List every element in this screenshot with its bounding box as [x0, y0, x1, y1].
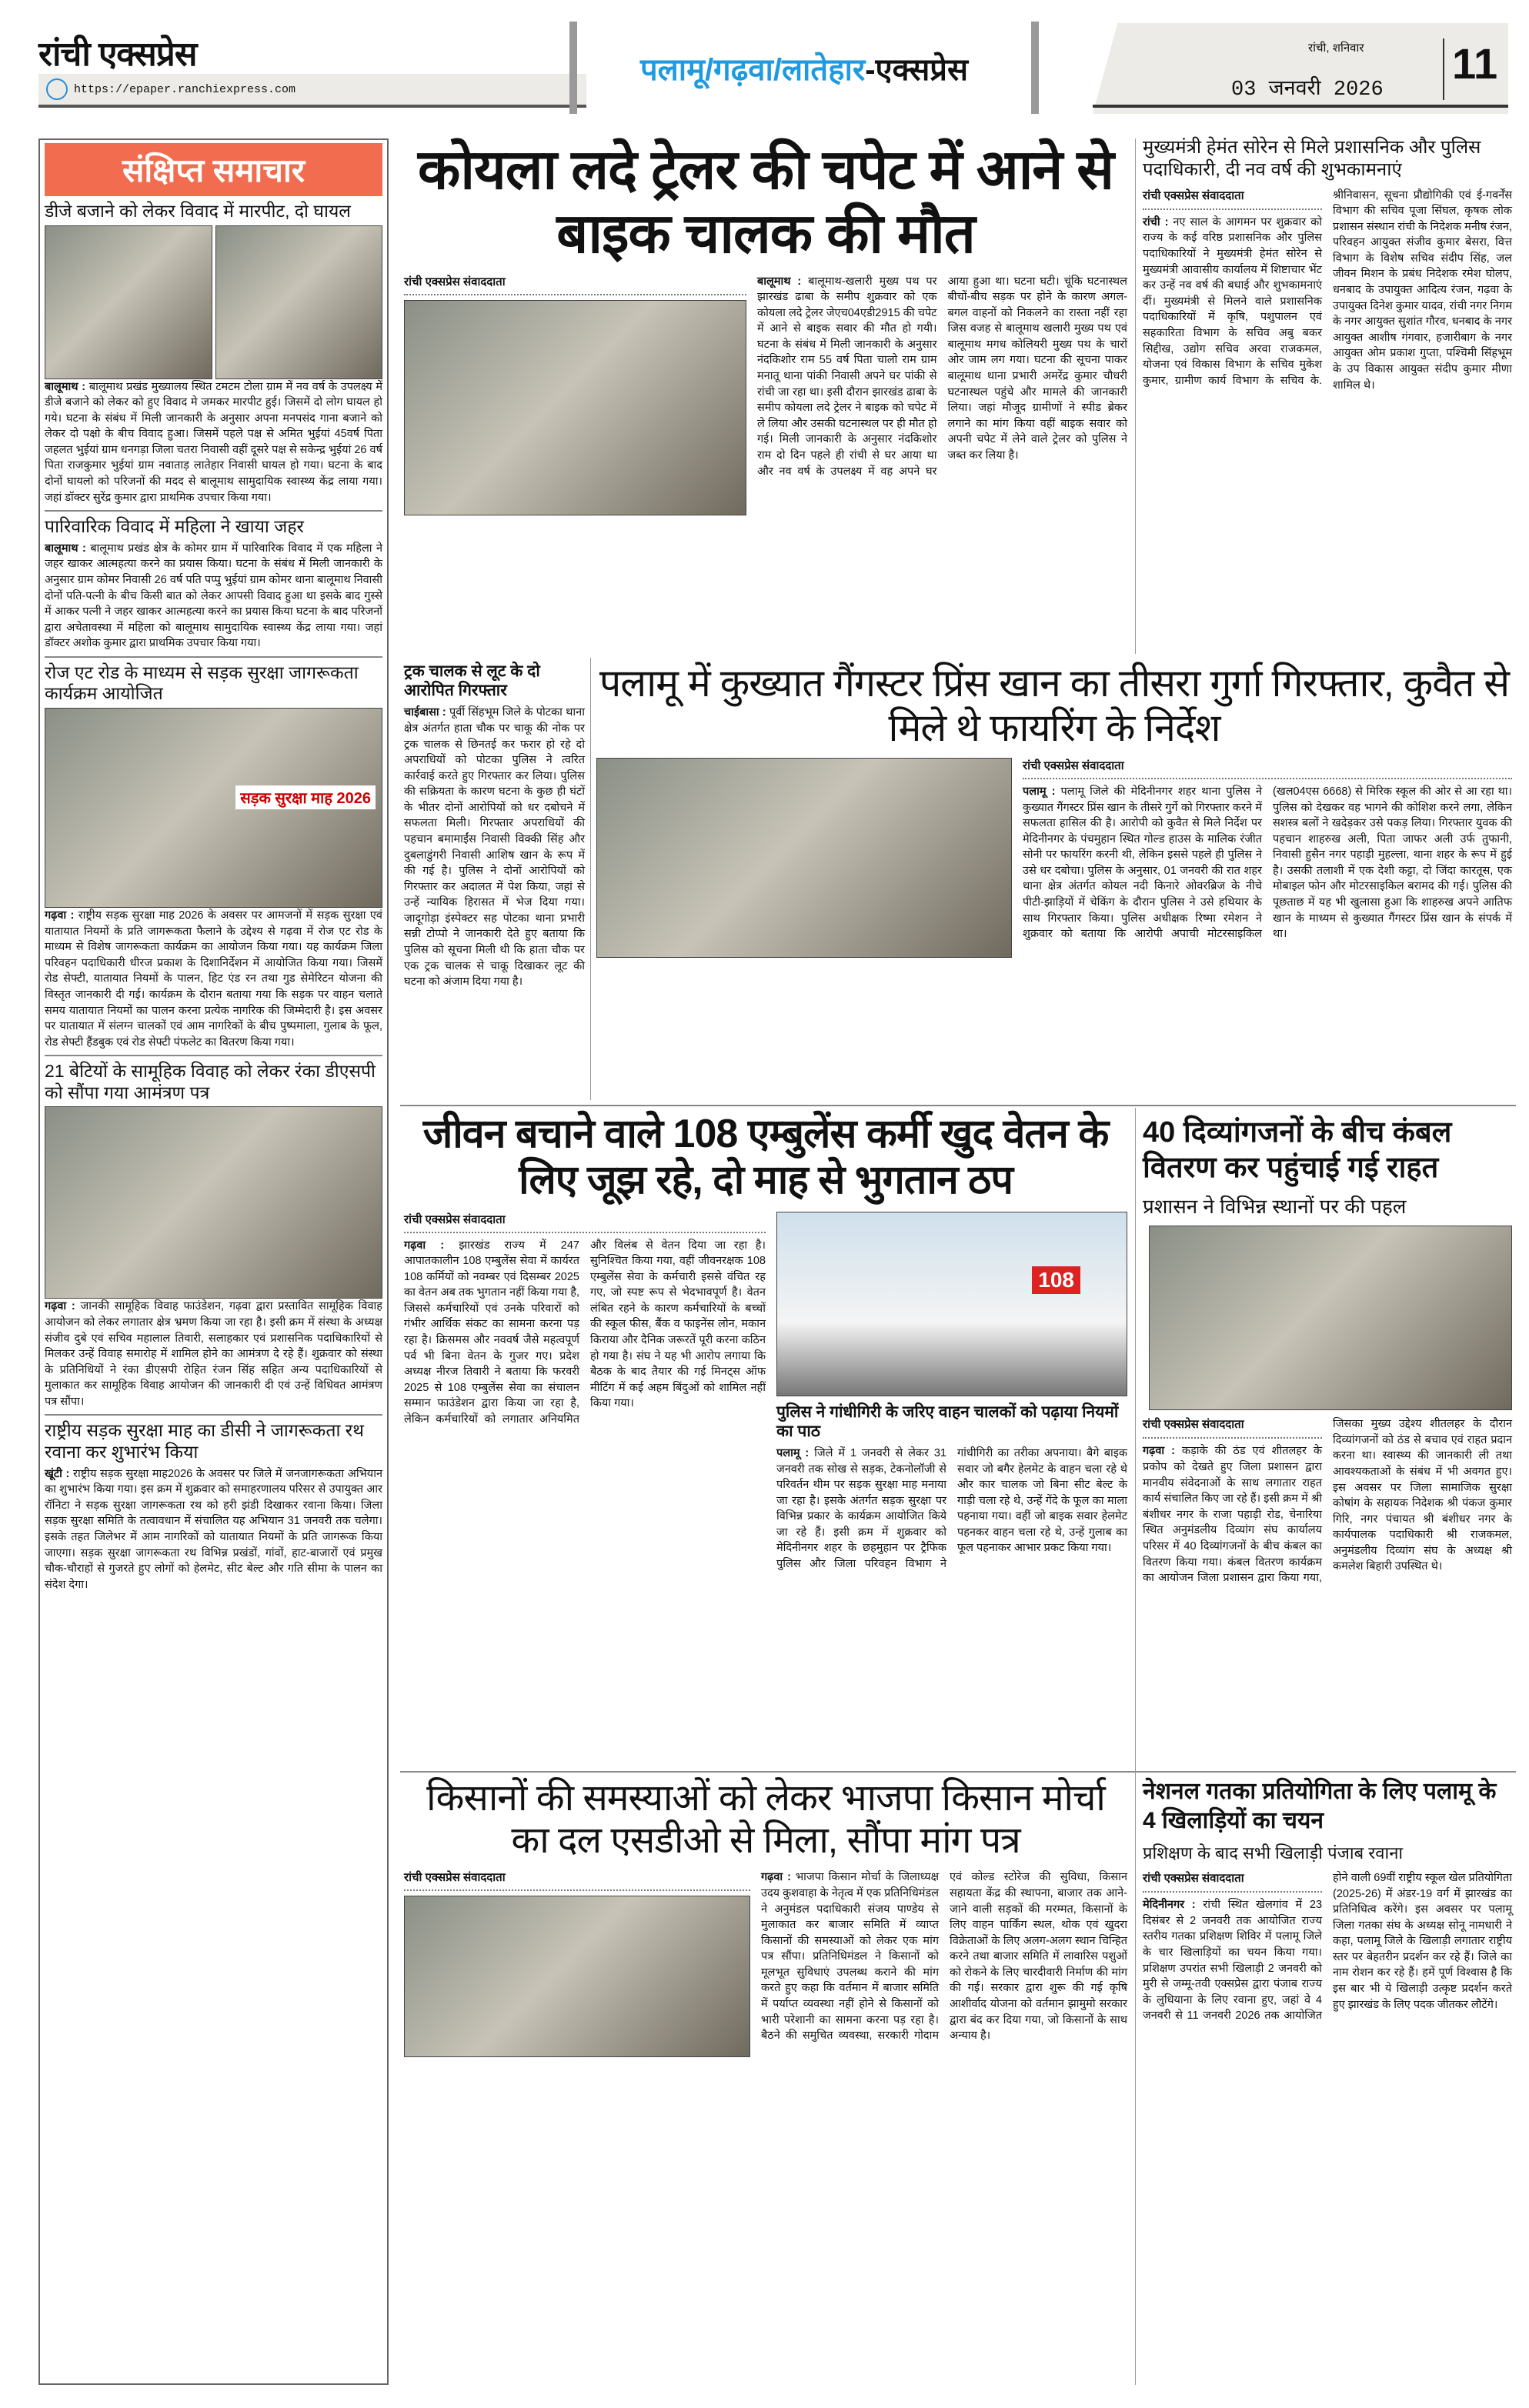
epaper-url[interactable]: https://epaper.ranchiexpress.com	[74, 82, 296, 96]
page-number: 11	[1443, 38, 1497, 100]
brief-headline: डीजे बजाने को लेकर विवाद में मारपीट, दो घायल	[45, 201, 351, 221]
gatka-body-text: रांची स्थित खेलगांव में 23 दिसंबर से 2 जनवरी तक आयोजित राज्य स्तरीय गतका प्रशिक्षण शिविर में पलामू जिले के चार खिलाड़ियों का चयन किया गया। प्रशिक्षण उपरांत सभी खिलाड़ी 2 जनवरी को मुरी से जम्मू-तवी एक्सप्रेस द्वारा पंजाब राज्य के लुधियाना के लिए रवाना हुए, जहां वे 4 जनवरी से 11 जनवरी 2026 तक आयोजित होने वाली 69वीं राष्ट्रीय स्कूल खेल प्रतियोगिता (2025-26) में अंडर-19 वर्ग में झारखंड का प्रतिनिधित्व करेंगे। इस अवसर पर पलामू जिला गतका संघ के अध्यक्ष सोनू नामधारी ने कहा, पलामू जिले के खिलाड़ी लगातार राष्ट्रीय स्तर पर बेहतरीन प्रदर्शन कर रहे हैं। जिले का नाम रोशन कर रहे हैं। हमें पूर्ण विश्वास है कि इस बार भी ये खिलाड़ी उत्कृष्ट प्रदर्शन करते हुए झारखंड के लिए पदक जीतकर लौटेंगे।	[1143, 1872, 1512, 2023]
section-title	[569, 22, 1039, 114]
ambulance-body	[404, 1238, 766, 1428]
brief-photo	[215, 225, 383, 379]
brief-item	[45, 1061, 382, 1409]
dateline: बालूमाथ :	[45, 380, 86, 393]
farmers-photo	[404, 1896, 750, 2057]
epaper-url-bar	[38, 74, 586, 108]
dateline: गढ़वा :	[1143, 1445, 1175, 1458]
prince-body-text: पलामू जिले की मेदिनीनगर शहर थाना पुलिस ने कुख्यात गैंगस्टर प्रिंस खान के तीसरे गुर्गे को गिरफ्तार करने में सफलता हासिल की है। आरोपी को कुवैत से मिले निर्देश पर मेदिनीनगर के पंचमुहान स्थित गोल्ड हाउस के मालिक रंजीत सोनी पर फायरिंग करनी थी, लेकिन इससे पहले ही पुलिस ने उसे धर दबोचा। पुलिस के अनुसार, 01 जनवरी की रात शहर थाना क्षेत्र अंतर्गत कोयल नदी किनारे ओवरब्रिज के नीचे पीटी-झाड़ियों में चेकिंग के दौरान पुलिस ने उसे हथियार के साथ गिरफ्तार किया। पुलिस अधीक्षक रिष्मा रमेशन ने शुक्रवार को बताया कि आरोपी अपाची मोटरसाइकिल (खल04एस 6668) से मिरिक स्कूल की ओर से आ रहा था। पुलिस को देखकर वह भागने की कोशिश करने लगा, लेकिन सशस्त्र बलों ने खदेड़कर उसे पकड़ लिया। गिरफ्तार युवक की पहचान शाहरुख अली, पिता जाफर अली उर्फ तुफानी, निवासी हुसैन नगर पहाड़ी मुहल्ला, थाना शहर के रूप में हुई है। उसकी तलाशी में एक देशी कट्टा, दो जिंदा कारतूस, एक मोबाइल फोन और मोटरसाइकिल बरामद की गई। पुलिस की पूछताछ में यह भी खुलासा हुआ कि शाहरुख अपने आतिफ खान के माध्यम से कुख्यात गैंगस्टर प्रिंस खान के संपर्क में था।	[1023, 785, 1512, 941]
brief-body: बालूमाथ प्रखंड मुख्यालय स्थित टमटम टोला ग्राम में नव वर्ष के उपलक्ष्य में डीजे बजाने को लेकर को हुए विवाद मे जमकर मारपीट हुई। जिसमें दो लोग घायल हो गये। घटना के संबंध में मिली जानकारी के अनुसार अपना मनपसंद गाना बजाने को लेकर दो पक्षो के बीच विवाद हुआ। जिसमें पहले पक्ष से अमित भुईयां 45वर्ष पिता जहलत भुईयां ग्राम धनगड़ा जिला चतरा निवासी वहीं दूसरे पक्ष से सकेन्द्र भुईयां 26 वर्ष पिता राजकुमार भुईयां ग्राम नवाताड़ लातेहार निवासी घायल हो गया। घटना के बाद दोनों घायलो को परिजनों की मदद से बालूमाथ सामुदायिक स्वास्थ्य केंद्र लाया गया। जहां डॉक्टर सुरेंद्र कुमार द्वारा प्राथमिक उपचार किया गया।	[45, 380, 382, 504]
gatka-body	[1143, 1870, 1512, 2024]
brief-item	[45, 662, 382, 1050]
header-rule	[1093, 105, 1508, 108]
lead-left	[404, 274, 746, 515]
farmers-body	[761, 1869, 1127, 2043]
blanket-headline: 40 दिव्यांगजनों के बीच कंबल वितरण कर पहुंचाई गई राहत	[1143, 1116, 1452, 1184]
brief-item	[45, 1420, 382, 1593]
newspaper-logo: रांची एक्सप्रेस	[38, 35, 197, 73]
photo-banner: सड़क सुरक्षा माह 2026	[235, 785, 376, 809]
byline: रांची एक्सप्रेस संवाददाता	[404, 1869, 750, 1891]
brief-headline: पारिवारिक विवाद में महिला ने खाया जहर	[45, 516, 304, 537]
accident-photo	[404, 300, 746, 515]
brief-item	[45, 201, 382, 505]
dateline: बालूमाथ :	[45, 542, 86, 555]
farmers-left	[404, 1869, 750, 2057]
dateline: गढ़वा :	[45, 909, 75, 922]
dateline: पलामू :	[1023, 785, 1056, 798]
briefs-column	[38, 138, 389, 2385]
blanket-photo	[1149, 1226, 1512, 1410]
divider	[1135, 138, 1136, 654]
brief-body: राष्ट्रीय सड़क सुरक्षा माह 2026 के अवसर पर आमजनों में सड़क सुरक्षा एवं यातायात नियमों के प्रति जागरूकता फैलाने के उद्देश्य से गढ़वा में रोज एट रोड के माध्यम से विशेष जागरूकता कार्यक्रम का आयोजन किया गया। यह कार्यक्रम जिला परिवहन पदाधिकारी धीरज प्रकाश के दिशानिर्देशन में आयोजित किया गया। जिसमें रोड सेफ्टी, यातायात नियमों के पालन, हिट एंड रन तथा गुड सेमेरिटन योजना की विस्तृत जानकारी दी गई। कार्यक्रम के दौरान बताया गया कि सड़क पर वाहन चलाते समय यातायात नियमों का पालन करना प्रत्येक नागरिक की जिम्मेदारी है। इस अवसर पर यातायात में संलग्न चालकों एवं आम नागरिकों के बीच पुष्पमाला, गुलाब के फूल, रोड सेफ्टी हैंडबुक एवं रोड सेफ्टी पंफलेट का वितरण किया गया।	[45, 909, 382, 1049]
gandhigiri-body-wrap	[776, 1446, 1127, 1573]
loot-body: पूर्वी सिंहभूम जिले के पोटका थाना क्षेत्र अंतर्गत हाता चौक पर चाकू की नोक पर ट्रक चालक से छिनतई कर फरार हो रहे दो अपराधियों को पोटका पुलिस ने त्वरित कार्रवाई करते हुए गिरफ्तार कर लिया। पुलिस की सक्रियता के कारण घटना के कुछ ही घंटों के भीतर दोनों आरोपियों को धर दबोचने में सफलता मिली। गिरफ्तार अपराधियों की पहचान बमामाईंस निवासी विक्की सिंह और दुबलाडुंगरी निवासी आशिष खान के रूप में की गई है। पुलिस ने दोनों आरोपियों को गिरफ्तार कर अदालत में पेश किया, जहां से उन्हें न्यायिक हिरासत में भेज दिया गया। जादूगोड़ा इंस्पेक्टर सह पोटका थाना प्रभारी सन्नी टोप्पो ने जानकारी देते हुए बताया कि पुलिस को सूचना मिली थी कि हाता चौक पर एक ट्रक चालक से चाकू दिखाकर लूट की घटना को अंजाम दिया गया है।	[404, 706, 585, 989]
prince-text	[1023, 758, 1512, 942]
byline: रांची एक्सप्रेस संवाददाता	[1143, 1416, 1322, 1439]
dateline: बालूमाथ :	[757, 275, 802, 288]
gatka-subhead: प्रशिक्षण के बाद सभी खिलाड़ी पंजाब रवाना	[1143, 1843, 1404, 1863]
cm-headline: मुख्यमंत्री हेमंत सोरेन से मिले प्रशासनिक और पुलिस पदाधिकारी, दी नव वर्ष की शुभकामनाएं	[1143, 137, 1481, 180]
lead-body-text: बालूमाथ-खलारी मुख्य पथ पर झारखंड ढाबा के समीप शुक्रवार को एक कोयला लदे ट्रेलर जेएच04एडी2915 की चपेट में आने से बाइक सवार की मौत हो गयी। घटना के संबंध में मिली जानकारी के अनुसार नंदकिशोर राम 55 वर्ष पिता चालो राम ग्राम मनातू थाना पांकी निवासी अपने घर पांकी से रांची जा रहा था। इसी दौरान झारखंड ढाबा के समीप कोयला लदे ट्रेलर ने बाइक को चपेट में ले लिया और उसकी घटनास्थल पर ही मौत हो गई। मिली जानकारी के अनुसार नंदकिशोर राम दो दिन पहले ही रांची से घर आया था और नव वर्ष के उपलक्ष्य में वह अपने घर आया हुआ था। घटना घटी। चूंकि घटनास्थल बीचों-बीच सड़क पर होने के कारण अगल-बगल वाहनों को निकलने का रास्ता नहीं रहा जिस वजह से बालूमाथ खलारी मुख्य पथ एवं बालूमाथ मगध कोलियरी मुख्य पथ के चारों ओर जाम लग गया। घटना की सूचना पाकर बालूमाथ थाना प्रभारी अमरेंद्र कुमार चौधरी घटनास्थल पहुंचे और मामले की जानकारी लिया। जहां मौजूद ग्रामीणों ने स्पीड ब्रेकर लगाने का मांग किया वहीं बाइक सवार को अपनी चपेट में लेने वाले ट्रेलर को पुलिस ने जब्त कर लिया है।	[757, 275, 1127, 478]
farmers-article	[404, 1777, 1127, 2057]
gatka-headline: नेशनल गतका प्रतियोगिता के लिए पलामू के 4 खिलाड़ियों का चयन	[1143, 1779, 1497, 1833]
road-safety-photo	[45, 708, 382, 908]
blanket-body-text: कड़ाके की ठंड एवं शीतलहर के प्रकोप को देखते हुए जिला प्रशासन द्वारा मानवीय संवेदनाओं के साथ लगातार राहत कार्य संचालित किए जा रहे हैं। इसी क्रम में श्री बंशीधर नगर के राजा पहाड़ी रोड, चेनारिया स्थित अनुमंडलीय दिव्यांग संघ कार्यालय परिसर में 40 दिव्यांगजनों के बीच कंबल का वितरण किया गया। कंबल वितरण कार्यक्रम का आयोजन जिला प्रशासन द्वारा किया गया, जिसका मुख्य उद्देश्य शीतलहर के दौरान दिव्यांगजनों को ठंड से बचाव एवं राहत प्रदान करना था। स्वास्थ्य की जानकारी ली तथा आवश्यकताओं के संबंध में भी अवगत हुए। इस अवसर पर जिला सामाजिक सुरक्षा कोषांग के सहायक निदेशक श्री पंकज कुमार गिरि, नगर पंचायत श्री बंशीधर नगर के कार्यपालक पदाधिकारी श्री राजकमल, अनुमंडलीय दिव्यांग संघ के अध्यक्ष श्री कमलेश बिहारी उपस्थित थे।	[1143, 1418, 1512, 1585]
gandhigiri-article	[776, 1402, 1127, 1573]
dateline: मेदिनीनगर :	[1143, 1899, 1196, 1912]
farmers-headline: किसानों की समस्याओं को लेकर भाजपा किसान मोर्चा का दल एसडीओ से मिला, सौंपा मांग पत्र	[426, 1778, 1105, 1862]
brief-item	[45, 516, 382, 652]
byline: रांची एक्सप्रेस संवाददाता	[1023, 758, 1512, 779]
section-suffix: -एक्सप्रेस	[865, 52, 969, 87]
touch-icon	[46, 78, 68, 100]
lead-headline: कोयला लदे ट्रेलर की चपेट में आने से बाइक चालक की मौत	[418, 139, 1113, 265]
ambulance-body-text: झारखंड राज्य में 247 आपातकालीन 108 एम्बुलेंस सेवा में कार्यरत 108 कर्मियों को नवम्बर एवं दिसम्बर 2025 का वेतन अब तक भुगतान नहीं किया गया है, जिससे कर्मचारियों एवं उनके परिवारों को गंभीर आर्थिक संकट का सामना करना पड़ रहा है। क्रिसमस और नववर्ष जैसे महत्वपूर्ण पर्व भी बिना वेतन के गुजर गए। प्रदेश अध्यक्ष नीरज तिवारी ने बताया कि फरवरी 2025 से 108 एम्बुलेंस सेवा का संचालन सम्मान फाउंडेशन द्वारा किया जा रहा है, लेकिन कर्मचारियों को लगातार अनियमित और विलंब से वेतन दिया जा रहा है। सुनिश्चित किया गया, वहीं जीवनरक्षक 108 एम्बुलेंस सेवा के कर्मचारी इससे वंचित रह गए, जो स्पष्ट रूप से भेदभावपूर्ण है। वेतन लंबित रहने के कारण कर्मचारियों के बच्चों की स्कूल फीस, बैंक व फाइनेंस लोन, मकान किराया और दैनिक जरूरतें पूरी करना कठिन हो गया है। संघ ने यह भी आरोप लगाया कि बैठक के बाद तैयार की गई मिनट्स ऑफ मीटिंग में कई अहम बिंदुओं को शामिल नहीं किया गया।	[404, 1239, 766, 1426]
brief-headline: 21 बेटियों के सामूहिक विवाह को लेकर रंका डीएसपी को सौंपा गया आमंत्रण पत्र	[45, 1061, 376, 1102]
dateline: गढ़वा :	[404, 1239, 445, 1252]
dateline: रांची :	[1143, 215, 1169, 228]
lead-body	[757, 274, 1127, 480]
prince-body	[1023, 784, 1512, 942]
brief-body: राष्ट्रीय सड़क सुरक्षा माह2026 के अवसर पर जिले में जनजागरूकता अभियान का शुभारंभ किया गया। इस क्रम में शुक्रवार को समाहरणालय परिसर से उपायुक्त आर रॉनिटा ने सड़क सुरक्षा जागरूकता रथ को हरी झंडी दिखाकर रवाना किया। जिला सड़क सुरक्षा समिति के तत्वावधान में संचालित यह अभियान 31 जनवरी तक चलेगा। इसके तहत जिलेभर में आम नागरिकों को यातायात नियमों के प्रति जागरूक किया जाएगा। सड़क सुरक्षा जागरूकता रथ विभिन्न प्रखंडों, गांवों, हाट-बाजारों एवं प्रमुख चौक-चौराहों से गुजरते हुए लोगों को हेलमेट, सीट बेल्ट और गति सीमा के पालन का संदेश देगा।	[45, 1467, 382, 1591]
blanket-body	[1143, 1416, 1512, 1586]
byline: रांची एक्सप्रेस संवाददाता	[404, 274, 746, 295]
gandhigiri-headline: पुलिस ने गांधीगिरी के जरिए वाहन चालकों को पढ़ाया नियमों का पाठ	[776, 1402, 1119, 1440]
prince-article	[596, 662, 1512, 958]
lead-article	[404, 138, 1127, 515]
prince-headline: पलामू में कुख्यात गैंगस्टर प्रिंस खान का तीसरा गुर्गा गिरफ्तार, कुवैत से मिले थे फायरिंग के निर्देश	[599, 662, 1510, 749]
loot-headline: ट्रक चालक से लूट के दो आरोपित गिरफ्तार	[404, 662, 540, 700]
brief-body: जानकी सामूहिक विवाह फाउंडेशन, गढ़वा द्वारा प्रस्तावित सामूहिक विवाह आयोजन को लेकर लगातार क्षेत्र भ्रमण किया जा रहा है। इसी क्रम में संस्था के अध्यक्ष संजीव दुबे एवं सचिव महालाल तिवारी, सलाहकार एवं प्रशासनिक पदाधिकारियों से मिलकर उन्हें विवाह समारोह में शामिल होने का आमंत्रण दे रहे हैं। शुक्रवार को संस्था के प्रतिनिधियों ने रंका डीएसपी रोहित रंजन सिंह सहित अन्य पदाधिकारियों से मुलाकात कर सामूहिक विवाह आयोजन की जानकारी दी एवं उन्हें विधिवत आमंत्रण पत्र सौंपा।	[45, 1300, 382, 1408]
cm-body	[1143, 188, 1512, 394]
dateline: चाईबासा :	[404, 706, 446, 719]
city-day: रांची, शनिवार	[1308, 42, 1364, 55]
ambulance-right	[776, 1212, 1127, 1573]
blanket-subhead: प्रशासन ने विभिन्न स्थानों पर की पहल	[1143, 1195, 1407, 1219]
wedding-invite-photo	[45, 1106, 382, 1299]
dateline: गढ़वा :	[45, 1300, 75, 1313]
dateline: गढ़वा :	[761, 1871, 791, 1884]
brief-body: बालूमाथ प्रखंड क्षेत्र के कोमर ग्राम में पारिवारिक विवाद में एक महिला ने जहर खाकर आत्महत्या करने का प्रयास किया। घटना के संबंध में मिली जानकारी के अनुसार ग्राम कोमर निवासी 26 वर्ष पति पप्पु भुईयां ग्राम कोमर थाना बालूमाथ निवासी दोनों पति-पत्नी के बीच किसी बात को लेकर आपसी विवाद हुआ था इसके बाद गुस्से में आकर पत्नी ने जहर खाकर आत्महत्या करने का प्रयास किया घटना के बाद परिजनों द्वारा अचेतावस्था में महिला को बालूमाथ सामुदायिक स्वास्थ्य केंद्र लाया गया। जहां डॉक्टर अशोक कुमार द्वारा प्राथमिक उपचार किया गया।	[45, 542, 382, 650]
divider	[400, 1771, 1516, 1773]
cm-body-text: नए साल के आगमन पर शुक्रवार को राज्य के कई वरिष्ठ प्रशासनिक और पुलिस पदाधिकारियों ने मुख्यमंत्री हेमंत सोरेन से मुख्यमंत्री आवासीय कार्यालय में शिष्टाचार भेंट कर उन्हें नव वर्ष की बधाई और शुभकामनाएं दीं। मुख्यमंत्री से मिलने वाले प्रशासनिक पदाधिकारियों में कृषि, पशुपालन एवं सहकारिता विभाग के सचिव अबु बकर सिद्दीख, उद्योग सचिव अरवा राजकमल, योजना एवं विकास विभाग के सचिव मुकेश कुमार, ग्रामीण कार्य विभाग के सचिव के. श्रीनिवासन, सूचना प्रौद्योगिकी एवं ई-गवर्नेंस विभाग की सचिव पूजा सिंघल, कृषक लोक प्रशासन संस्थान रांची के निदेशक मनीष रंजन, परिवहन आयुक्त संजीव कुमार बेसरा, वित्त विभाग के विशेष सचिव संदीप सिंह, जल जीवन मिशन के प्रबंध निदेशक रमेश घोलप, धनबाद के उपायुक्त आदित्य रंजन, गढ़वा के उपायुक्त दिनेश कुमार यादव, रांची नगर निगम के नगर आयुक्त सुशांत गौरव, धनबाद के नगर आयुक्त आशीष गंगवार, हजारीबाग के नगर आयुक्त ओम प्रकाश गुप्ता, पश्चिमी सिंहभूम के उप विकास आयुक्त संदीप कुमार मीणा शामिल थे।	[1143, 188, 1512, 392]
dateline: पलामू :	[776, 1446, 810, 1459]
brief-headline: रोज एट रोड के माध्यम से सड़क सुरक्षा जागरूकता कार्यक्रम आयोजित	[45, 662, 359, 704]
ambulance-text	[404, 1212, 766, 1428]
gatka-article	[1143, 1777, 1512, 2024]
loot-article	[404, 662, 585, 990]
issue-date: 03 जनवरी 2026	[1231, 78, 1384, 102]
section-regions: पलामू/गढ़वा/लातेहार	[639, 52, 866, 87]
ambulance-108-label: 108	[1032, 1266, 1080, 1294]
briefs-header: संक्षिप्त समाचार	[45, 143, 382, 196]
gandhigiri-body: जिले में 1 जनवरी से लेकर 31 जनवरी तक सोख से सड़क, टेकनोलॉजी से परिवर्तन थीम पर सड़क सुरक्षा माह मनाया जा रहा है। इसके अंतर्गत सड़क सुरक्षा पर विभिन्न प्रकार के कार्यक्रम आयोजित किये जा रहे हैं। इसी क्रम में शुक्रवार को मेदिनीनगर शहर के छहमुहान पर ट्रैफिक पुलिस और जिला परिवहन विभाग ने गांधीगिरी का तरीका अपनाया। बैगे बाइक सवार जो बगैर हेलमेट के वाहन चला रहे थे और कार चालक जो बिना सीट बेल्ट के गाड़ी चला रहे थे, उन्हें गेंदे के फूल का माला पहनाया गया। वहीं जो बाइक सवार हेलमेट पहनकर वाहन चला रहे थे, उन्हें गुलाब का फूल पहनाकर आभार प्रकट किया गया।	[776, 1446, 1127, 1571]
byline: रांची एक्सप्रेस संवाददाता	[1143, 188, 1322, 210]
brief-headline: राष्ट्रीय सड़क सुरक्षा माह का डीसी ने जागरूकता रथ रवाना कर शुभारंभ किया	[45, 1420, 364, 1462]
divider	[400, 1105, 1516, 1106]
divider	[590, 658, 591, 1100]
cm-article	[1143, 137, 1512, 393]
dateline: खूंटी :	[45, 1467, 70, 1480]
arrest-photo	[596, 758, 1012, 958]
brief-photo	[45, 225, 212, 379]
byline: रांची एक्सप्रेस संवाददाता	[1143, 1870, 1322, 1893]
farmers-body-text: भाजपा किसान मोर्चा के जिलाध्यक्ष उदय कुशवाहा के नेतृत्व में एक प्रतिनिधिमंडल ने अनुमंडल पदाधिकारी संजय पाण्डेय से मुलाकात कर बाजार समिति में व्याप्त किसानों की समस्याओं को लेकर एक मांग पत्र सौंपा। प्रतिनिधिमंडल ने किसानों को मूलभूत सुविधाएं उपलब्ध कराने की मांग करते हुए कहा कि वर्तमान में बाजार समिति में पर्याप्त व्यवस्था नहीं होने से किसानों को भारी परेशानी का सामना करना पड़ रहा है। बैठने की समुचित व्यवस्था, सरकारी गोदाम एवं कोल्ड स्टोरेज की सुविधा, किसान सहायता केंद्र की स्थापना, बाजार तक आने-जाने वाली सड़कों की मरम्मत, किसानों के लिए वाहन पार्किंग स्थल, थोक एवं खुदरा विक्रेताओं के लिए अलग-अलग स्थान चिन्हित करने तथा बाजार समिति में लावारिस पशुओं को रोकने के लिए चारदीवारी निर्माण की मांग की गई। सरकार द्वारा शुरू की गई कृषि आशीर्वाद योजना को वर्तमान झामुमो सरकार द्वारा बंद कर दिया गया, जो किसानों के साथ अन्याय है।	[761, 1871, 1127, 2043]
blanket-article	[1143, 1116, 1512, 1586]
divider	[1135, 1108, 1136, 2385]
ambulance-photo	[776, 1212, 1127, 1396]
byline: रांची एक्सप्रेस संवाददाता	[404, 1212, 766, 1233]
ambulance-article	[404, 1112, 1127, 1573]
ambulance-headline: जीवन बचाने वाले 108 एम्बुलेंस कर्मी खुद वेतन के लिए जूझ रहे, दो माह से भुगतान ठप	[422, 1112, 1109, 1202]
